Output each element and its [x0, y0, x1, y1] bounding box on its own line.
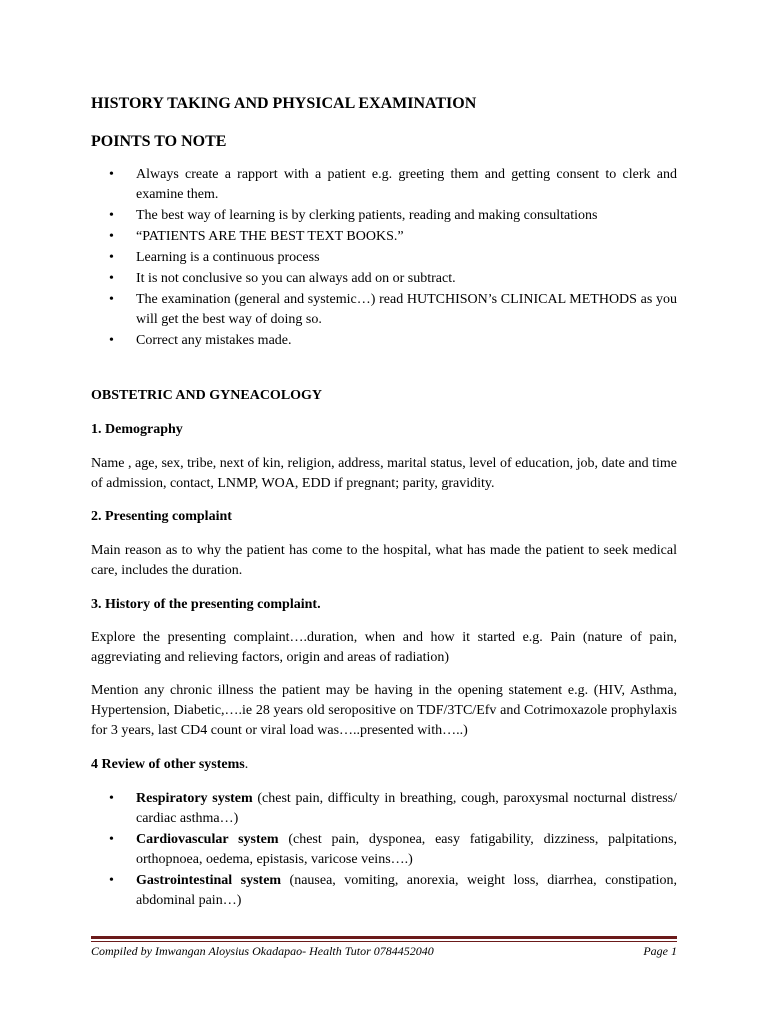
presenting-complaint-paragraph: Main reason as to why the patient has come to the hospital, what has made the patient to seek medical care, includes the duration. [91, 543, 677, 578]
bullet-icon: • [109, 832, 114, 847]
demography-paragraph: Name , age, sex, tribe, next of kin, religion, address, marital status, level of education, job, date and time of admission, contact, LNMP, WOA, EDD if pregnant; parity, gravidity. [91, 456, 677, 491]
list-item [91, 206, 677, 226]
list-item [91, 269, 677, 289]
list-item-text: It is not conclusive so you can always add on or subtract. [136, 271, 456, 286]
list-item [91, 331, 677, 351]
footer-divider-thick [91, 936, 677, 939]
system-name: Cardiovascular system [136, 832, 279, 847]
demography-heading: 1. Demography [91, 422, 183, 437]
list-item [91, 227, 677, 247]
list-item [91, 248, 677, 268]
system-detail: (chest pain, difficulty in breathing, cough, paroxysmal nocturnal distress/ cardiac asthma…) [136, 791, 677, 826]
bullet-icon: • [109, 208, 114, 223]
bullet-icon: • [109, 873, 114, 888]
list-item [91, 290, 677, 330]
review-systems-heading-line [91, 755, 677, 775]
footer-divider-thin [91, 941, 677, 942]
review-heading-period: . [244, 757, 249, 772]
list-item-text: “PATIENTS ARE THE BEST TEXT BOOKS.” [136, 229, 404, 244]
bullet-icon: • [109, 250, 114, 265]
list-item-text: Learning is a continuous process [136, 250, 320, 265]
history-paragraph-2: Mention any chronic illness the patient may be having in the opening statement e.g. (HIV, Asthma, Hypertension, Diabetic,….ie 28 years old seropositive on TDF/3TC/Efv and Cotrimoxazole prophylaxis for 3 years, last CD4 count or viral load was…..presented with…..) [91, 683, 677, 738]
bullet-icon: • [109, 292, 114, 307]
page-number: Page 1 [643, 944, 677, 958]
page-content [91, 92, 677, 912]
systems-list [91, 789, 677, 911]
bullet-icon: • [109, 271, 114, 286]
list-item-text: Correct any mistakes made. [136, 333, 292, 348]
list-item [91, 789, 677, 829]
list-item [91, 830, 677, 870]
system-name: Gastrointestinal system [136, 873, 282, 888]
list-item [91, 871, 677, 911]
list-item-text: The examination (general and systemic…) read HUTCHISON’s CLINICAL METHODS as you will get the best way of doing so. [136, 292, 677, 327]
points-list [91, 165, 677, 351]
points-to-note-heading: POINTS TO NOTE [91, 133, 227, 150]
review-systems-heading: 4 Review of other systems [91, 757, 245, 772]
footer-compiler-text: Compiled by Imwangan Aloysius Okadapao- Health Tutor 0784452040 [91, 944, 434, 958]
list-item-text: The best way of learning is by clerking patients, reading and making consultations [136, 208, 598, 223]
bullet-icon: • [109, 229, 114, 244]
list-item-text: Always create a rapport with a patient e.g. greeting them and getting consent to clerk and examine them. [136, 167, 677, 202]
document-title: HISTORY TAKING AND PHYSICAL EXAMINATION [91, 95, 477, 112]
system-detail: (chest pain, dysponea, easy fatigability, dizziness, palpitations, orthopnoea, oedema, epistasis, varicose veins….) [136, 832, 677, 867]
page-footer [91, 944, 677, 959]
system-detail: (nausea, vomiting, anorexia, weight loss, diarrhea, constipation, abdominal pain…) [136, 873, 678, 908]
bullet-icon: • [109, 791, 114, 806]
history-paragraph-1: Explore the presenting complaint….duration, when and how it started e.g. Pain (nature of pain, aggreviating and relieving factors, origin and areas of radiation) [91, 630, 677, 665]
obstetric-section-heading: OBSTETRIC AND GYNEACOLOGY [91, 388, 323, 403]
history-heading: 3. History of the presenting complaint. [91, 597, 321, 612]
bullet-icon: • [109, 167, 114, 182]
list-item [91, 165, 677, 205]
system-name: Respiratory system [136, 791, 253, 806]
presenting-complaint-heading: 2. Presenting complaint [91, 509, 232, 524]
bullet-icon: • [109, 333, 114, 348]
